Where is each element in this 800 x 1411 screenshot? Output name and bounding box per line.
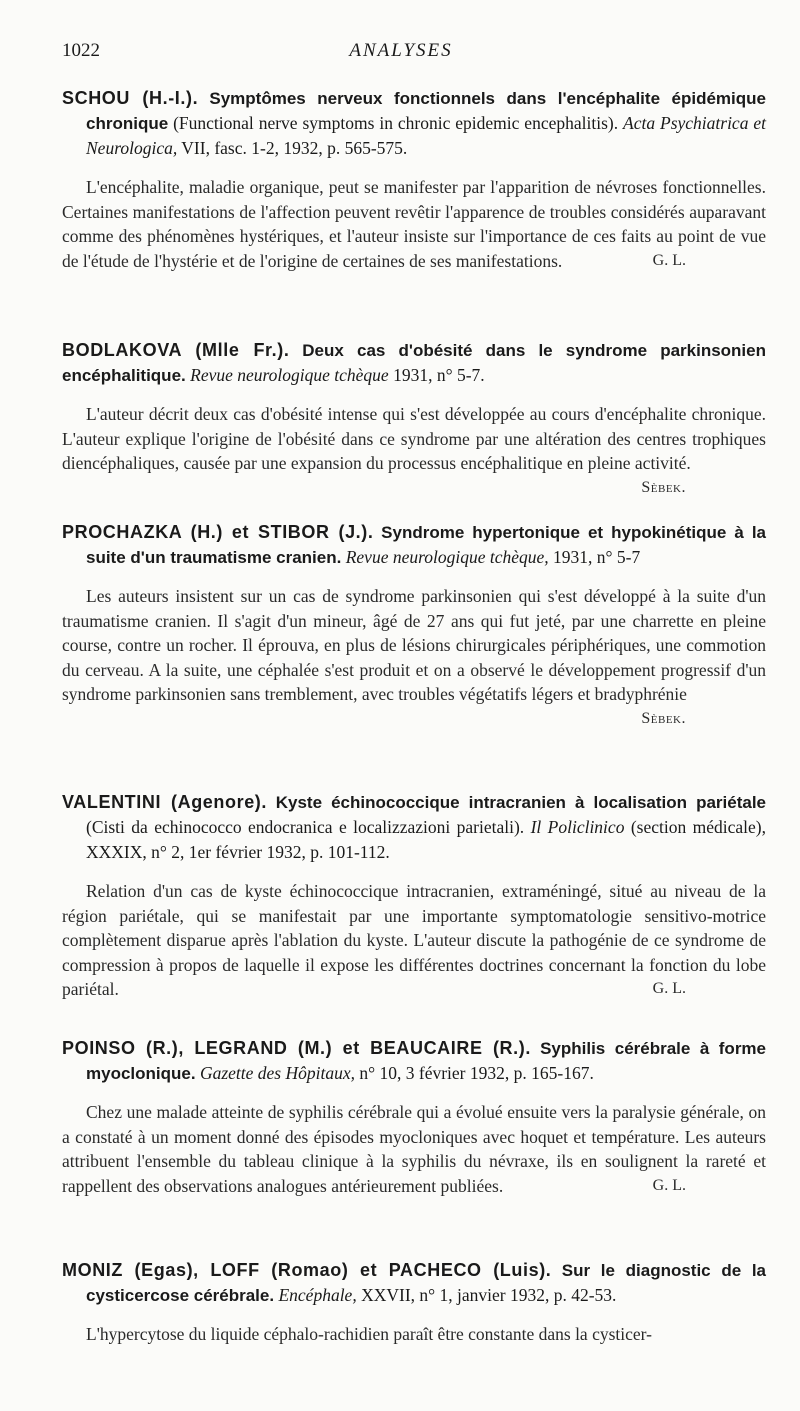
authors: BODLAKOVA (Mlle Fr.). bbox=[62, 340, 290, 360]
reference bbox=[62, 86, 766, 161]
article-title: Symptômes nerveux fonctionnels dans l'encéphalite épidémique chronique bbox=[86, 89, 766, 133]
signature: G. L. bbox=[652, 1176, 686, 1194]
abstract-entry bbox=[62, 790, 766, 1002]
authors: PROCHAZKA (H.) et STIBOR (J.). bbox=[62, 522, 374, 542]
journal: Encéphale, bbox=[278, 1285, 357, 1305]
citation: 1931, n° 5-7. bbox=[393, 365, 485, 385]
translated-title: (Cisti da echinococco endocranica e localizzazioni parietali). bbox=[86, 817, 525, 837]
reference bbox=[62, 520, 766, 570]
signature: G. L. bbox=[652, 251, 686, 269]
journal: Acta Psychiatrica et Neurologica, bbox=[86, 113, 766, 158]
abstract-text: Relation d'un cas de kyste échinococcique intracranien, extraméningé, situé au niveau de la région pariétale, qui se manifestait par une importante symptomatologie sensitivo-motrice complètement disparue après l'ablation du kyste. L'auteur discute la pathogénie de ce syndrome de compression à propos de laquelle il expose les différentes doctrines concernant la fonction du lobe pariétal. G. L. bbox=[62, 879, 766, 1002]
abstract-text: Les auteurs insistent sur un cas de syndrome parkinsonien qui s'est développé à la suite d'un traumatisme cranien. Il s'agit d'un mineur, âgé de 27 ans qui fut jeté, par une charrette en pleine course, contre un rocher. Il éprouva, en plus de lésions chirurgicales périphériques, une commotion du cerveau. A la suite, une céphalée s'est produit et on a observé le développement progressif d'un syndrome parkinsonien sans tremblement, avec troubles végétatifs légers et bradyphrénie Sèbek. bbox=[62, 584, 766, 707]
reference bbox=[62, 790, 766, 865]
reference bbox=[62, 1258, 766, 1308]
article-title: Deux cas d'obésité dans le syndrome parkinsonien encéphalitique. bbox=[62, 341, 766, 385]
citation: VII, fasc. 1-2, 1932, p. 565-575. bbox=[181, 138, 408, 158]
abstract-entry bbox=[62, 1036, 766, 1198]
abstract-text: L'encéphalite, maladie organique, peut se manifester par l'apparition de névroses fonctionnelles. Certaines manifestations de l'affection peuvent revêtir l'apparence de troubles considérés auparavant comme des phénomènes hystériques, et l'auteur insiste sur l'importance de ces faits au point de vue de l'étude de l'hystérie et de l'origine de certaines de ses manifestations. G. L. bbox=[62, 175, 766, 273]
abstract-entry bbox=[62, 86, 766, 273]
authors: SCHOU (H.-I.). bbox=[62, 88, 199, 108]
signature: Sèbek. bbox=[641, 709, 686, 727]
citation: n° 10, 3 février 1932, p. 165-167. bbox=[359, 1063, 594, 1083]
journal: Il Policlinico bbox=[530, 817, 625, 837]
journal: Revue neurologique tchèque bbox=[190, 365, 389, 385]
article-title: Syndrome hypertonique et hypokinétique à la suite d'un traumatisme cranien. bbox=[86, 523, 766, 567]
journal: Revue neurologique tchèque, bbox=[345, 547, 549, 567]
authors: MONIZ (Egas), LOFF (Romao) et PACHECO (Luis). bbox=[62, 1260, 552, 1280]
citation: XXVII, n° 1, janvier 1932, p. 42-53. bbox=[361, 1285, 617, 1305]
abstract-text: Chez une malade atteinte de syphilis cérébrale qui a évolué ensuite vers la paralysie générale, on a constaté à un moment donné des épisodes myocloniques avec hoquet et température. Les auteurs attribuent l'ensemble du tableau clinique à la syphilis du névraxe, ils en soulignent la rareté et rappellent des observations analogues antérieurement publiées. G. L. bbox=[62, 1100, 766, 1198]
running-head bbox=[62, 40, 740, 64]
authors: POINSO (R.), LEGRAND (M.) et BEAUCAIRE (R.). bbox=[62, 1038, 531, 1058]
reference bbox=[62, 338, 766, 388]
translated-title: (Functional nerve symptoms in chronic epidemic encephalitis). bbox=[173, 113, 619, 133]
header-title: ANALYSES bbox=[349, 40, 453, 61]
abstract-text: L'auteur décrit deux cas d'obésité intense qui s'est développée au cours d'encéphalite chronique. L'auteur explique l'origine de l'obésité dans ce syndrome par une altération des centres trophiques diencéphaliques, causée par une expansion du processus encéphalitique en pleine activité. Sèbek. bbox=[62, 402, 766, 476]
reference bbox=[62, 1036, 766, 1086]
article-title: Syphilis cérébrale à forme myoclonique. bbox=[86, 1039, 767, 1083]
abstract-entry bbox=[62, 1258, 766, 1347]
citation: (section médicale), XXXIX, n° 2, 1er février 1932, p. 101-112. bbox=[86, 817, 766, 862]
abstract-entry bbox=[62, 520, 766, 731]
signature: Sèbek. bbox=[641, 478, 686, 496]
page-number: 1022 bbox=[62, 40, 100, 61]
abstract-entry bbox=[62, 338, 766, 500]
article-title: Kyste échinococcique intracranien à localisation pariétale bbox=[275, 793, 766, 812]
journal: Gazette des Hôpitaux, bbox=[199, 1063, 355, 1083]
article-title: Sur le diagnostic de la cysticercose cérébrale. bbox=[86, 1261, 767, 1305]
authors: VALENTINI (Agenore). bbox=[62, 792, 267, 812]
signature: G. L. bbox=[652, 980, 686, 997]
citation: 1931, n° 5-7 bbox=[553, 547, 641, 567]
abstract-text: L'hypercytose du liquide céphalo-rachidien paraît être constante dans la cysticer- bbox=[86, 1324, 652, 1344]
